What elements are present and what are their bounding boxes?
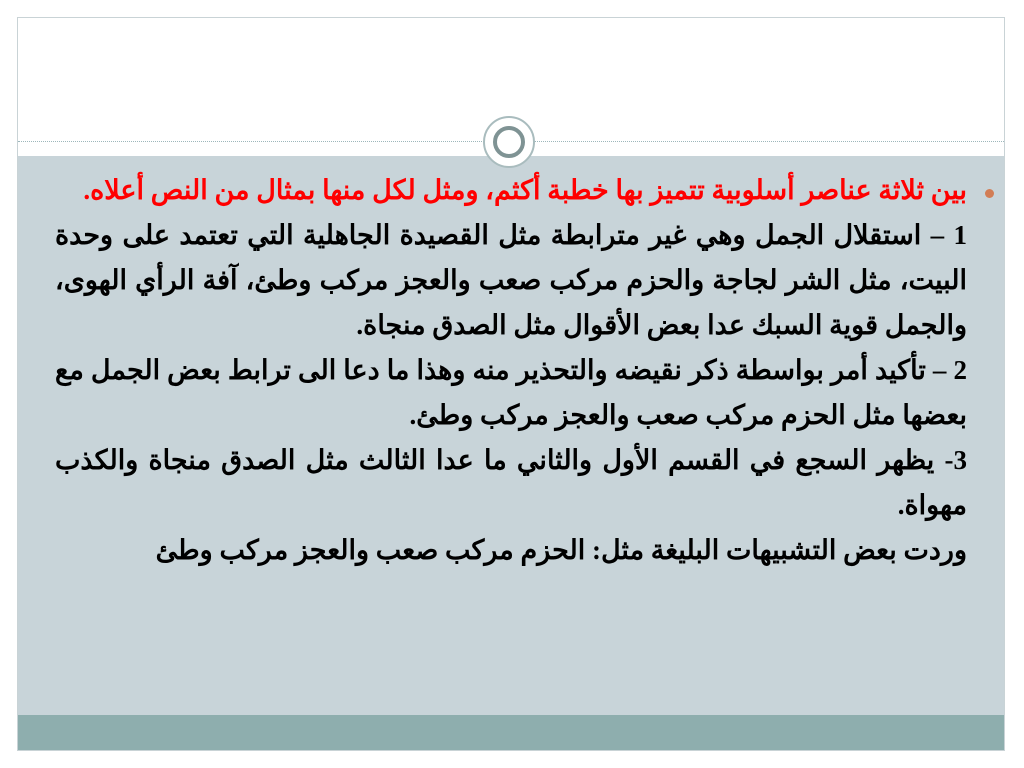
question-text: بين ثلاثة عناصر أسلوبية تتميز بها خطبة أكثم، ومثل لكل منها بمثال من النص أعلاه.: [83, 175, 967, 205]
answer-point-3: 3- يظهر السجع في القسم الأول والثاني ما عدا الثالث مثل الصدق منجاة والكذب مهواة.: [55, 445, 967, 520]
answer-point-4: وردت بعض التشبيهات البليغة مثل: الحزم مركب صعب والعجز مركب وطئ: [155, 535, 967, 565]
footer-band: [18, 715, 1004, 750]
slide-body-text[interactable]: [55, 168, 967, 573]
answer-point-2: 2 – تأكيد أمر بواسطة ذكر نقيضه والتحذير منه وهذا ما دعا الى ترابط بعض الجمل مع بعضها مثل الحزم مركب صعب والعجز مركب وطئ.: [55, 355, 967, 430]
bullet-item: [55, 168, 967, 213]
circle-ornament-icon: [483, 116, 535, 168]
answer-point-1: 1 – استقلال الجمل وهي غير مترابطة مثل القصيدة الجاهلية التي تعتمد على وحدة البيت، مثل الشر لجاجة والحزم مركب صعب والعجز مركب وطئ، آفة الرأي الهوى، والجمل قوية السبك عدا بعض الأقوال مثل الصدق منجاة.: [55, 220, 967, 340]
bullet-dot-icon: [985, 189, 994, 198]
